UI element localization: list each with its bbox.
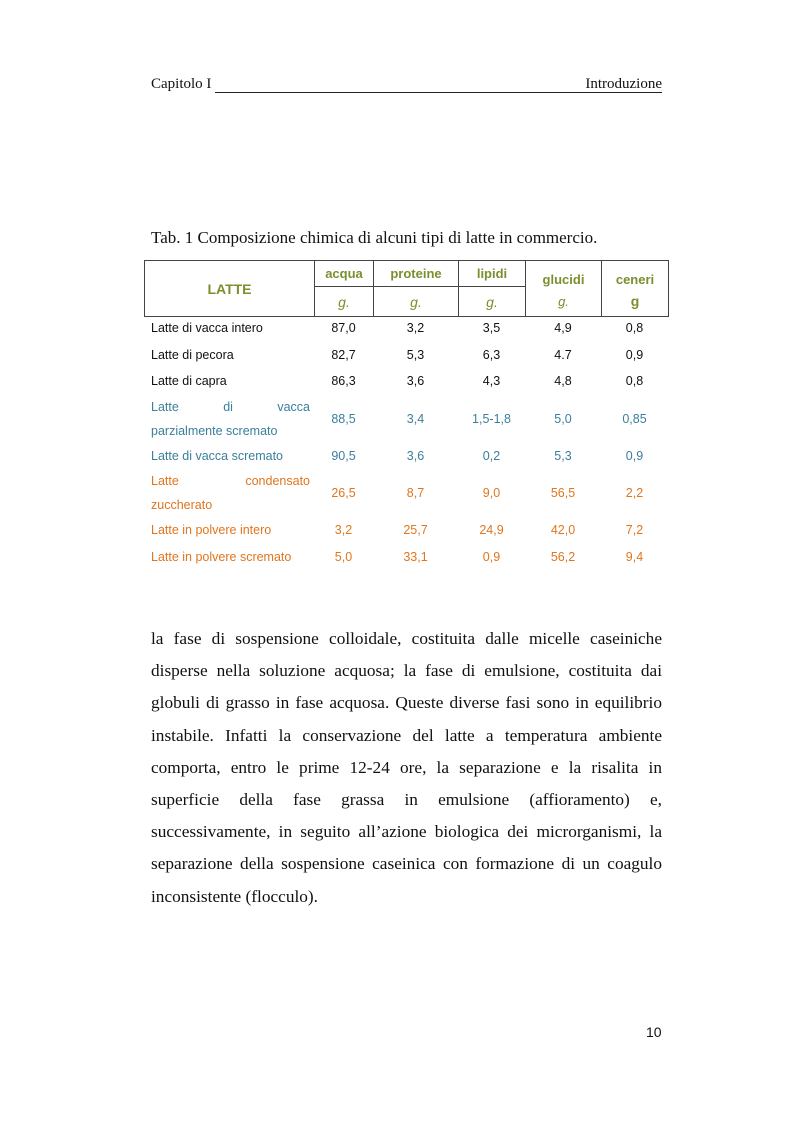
cell-value: 87,0	[331, 321, 356, 336]
cell-value: 33,1	[403, 549, 428, 564]
body-paragraph: la fase di sospensione colloidale, costituita dalle micelle caseiniche disperse nella soluzione acquosa; la fase di emulsione, costituita dai globuli di grasso in fase acquosa. Queste diverse fasi sono in equilibrio instabile. Infatti la conservazione del latte a temperatura ambiente comporta, entro le prime 12-24 ore, la separazione e la risalita in superficie della fase grassa in emulsione (affioramento) e, successivamente, in seguito all’azione biologica dei microrganismi, la separazione della sospensione caseinica con formazione di un coagulo inconsistente (flocculo).	[151, 629, 662, 906]
cell-value: 8,7	[406, 486, 425, 500]
row-label: Latte di vacca scremato	[151, 448, 284, 463]
column-header-latte: LATTE	[145, 261, 315, 317]
cell-value: 5,3	[406, 347, 425, 362]
page-number: 10	[646, 1024, 662, 1040]
chapter-label: Capitolo I	[151, 76, 212, 92]
cell-value: 3,6	[406, 448, 425, 463]
row-label-line: zuccherato	[151, 498, 213, 512]
cell-value: 5,3	[554, 448, 572, 463]
unit-ceneri: g	[602, 287, 669, 317]
row-label	[144, 395, 314, 443]
cell-value: 3,2	[334, 523, 353, 538]
cell-value: 2,2	[625, 486, 644, 500]
cell-value: 26,5	[331, 486, 356, 500]
table-header	[144, 260, 669, 317]
unit-glucidi: g.	[526, 287, 602, 317]
row-label-word: di	[223, 399, 233, 414]
column-header-lipidi: lipidi	[459, 261, 526, 287]
cell-value: 82,7	[331, 347, 356, 362]
cell-value: 4,8	[554, 374, 572, 389]
cell-value: 56,2	[550, 549, 576, 564]
section-label: Introduzione	[585, 76, 662, 92]
column-header-acqua: acqua	[315, 261, 374, 287]
table-row	[144, 443, 668, 470]
table-row	[144, 395, 668, 443]
cell-value: 0,8	[625, 321, 644, 336]
table-row	[144, 517, 668, 544]
row-label-word: condensato	[245, 474, 310, 488]
column-header-ceneri: ceneri	[602, 261, 669, 287]
cell-value: 24,9	[479, 523, 504, 538]
cell-value: 0,8	[625, 374, 644, 389]
cell-value: 5,0	[554, 411, 572, 426]
row-label-line: parzialmente scremato	[151, 423, 278, 438]
cell-value: 25,7	[403, 523, 428, 538]
row-label: Latte di vacca intero	[151, 321, 263, 336]
header-rule	[215, 92, 662, 93]
cell-value: 9,4	[625, 549, 644, 564]
table-row	[144, 368, 668, 395]
cell-value: 0,2	[482, 448, 501, 463]
table-caption: Tab. 1 Composizione chimica di alcuni tipi di latte in commercio.	[151, 228, 598, 247]
unit-acqua: g.	[315, 287, 374, 317]
cell-value: 0,9	[625, 448, 644, 463]
cell-value: 4,9	[554, 321, 572, 336]
cell-value: 86,3	[331, 374, 356, 389]
cell-value: 0,9	[625, 347, 644, 362]
table-body	[144, 315, 668, 570]
table-row	[144, 315, 668, 342]
cell-value: 0,85	[622, 411, 647, 426]
cell-value: 88,5	[331, 411, 356, 426]
cell-value: 4.7	[554, 347, 572, 362]
running-header	[151, 76, 662, 93]
cell-value: 7,2	[625, 523, 644, 538]
row-label-word: vacca	[277, 399, 310, 414]
column-header-proteine: proteine	[374, 261, 459, 287]
table-row	[144, 469, 668, 517]
row-label: Latte di capra	[151, 374, 227, 389]
unit-proteine: g.	[374, 287, 459, 317]
row-label-word: Latte	[151, 474, 179, 488]
cell-value: 3,4	[406, 411, 425, 426]
row-label: Latte in polvere intero	[151, 523, 272, 538]
column-header-glucidi: glucidi	[526, 261, 602, 287]
cell-value: 4,3	[482, 374, 501, 389]
table-row	[144, 342, 668, 369]
table-row	[144, 544, 668, 571]
cell-value: 42,0	[550, 523, 576, 538]
cell-value: 9,0	[482, 486, 501, 500]
unit-lipidi: g.	[459, 287, 526, 317]
row-label	[144, 469, 314, 517]
cell-value: 5,0	[334, 549, 353, 564]
cell-value: 6,3	[482, 347, 501, 362]
row-label-word: Latte	[151, 399, 179, 414]
cell-value: 3,5	[482, 321, 501, 336]
cell-value: 3,6	[406, 374, 425, 389]
cell-value: 90,5	[331, 448, 356, 463]
row-label: Latte in polvere scremato	[151, 549, 292, 564]
cell-value: 56,5	[550, 486, 576, 500]
row-label: Latte di pecora	[151, 347, 234, 362]
cell-value: 1,5-1,8	[472, 411, 511, 426]
cell-value: 3,2	[406, 321, 425, 336]
cell-value: 0,9	[482, 549, 501, 564]
